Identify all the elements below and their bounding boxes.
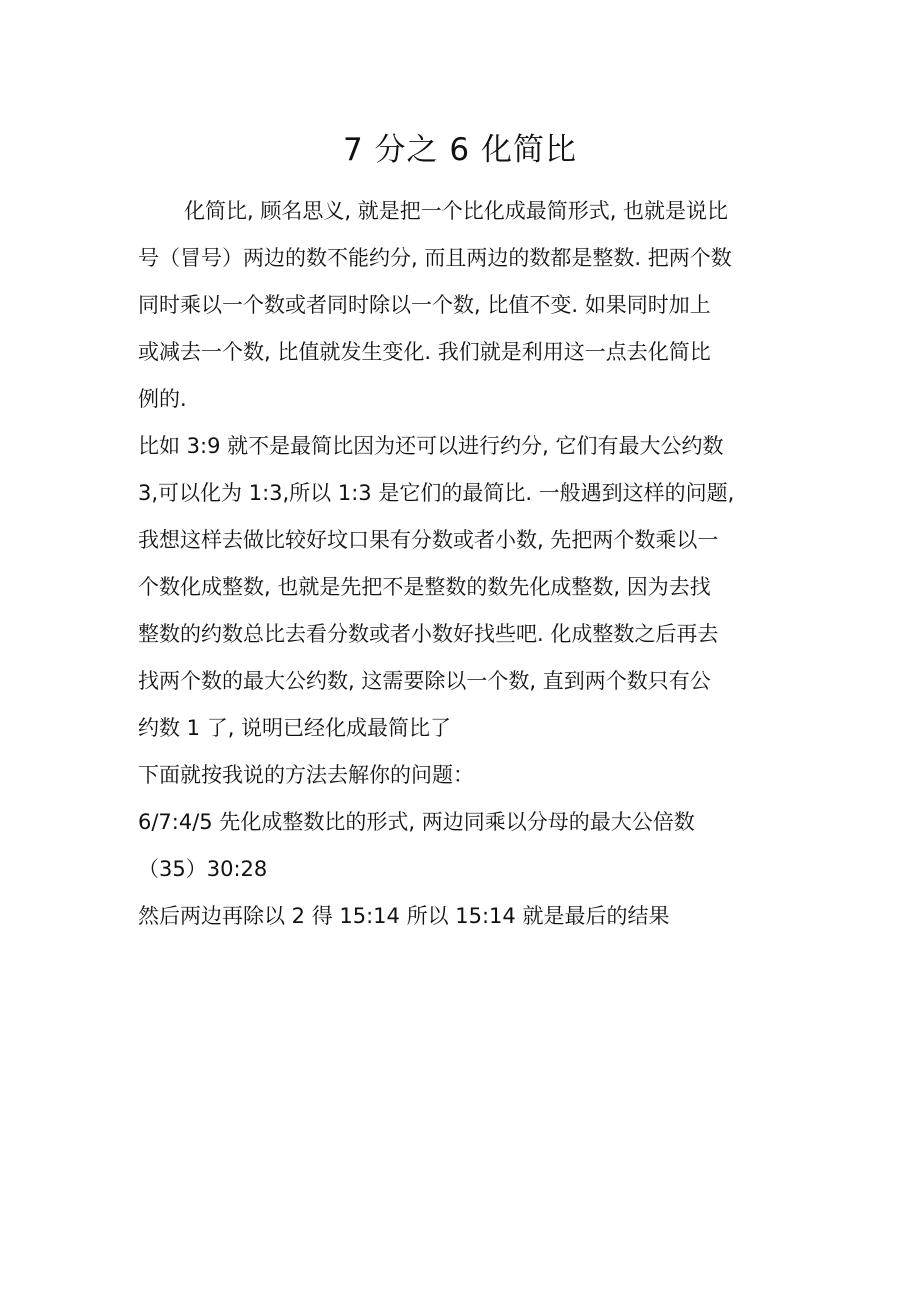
document-title: 7 分之 6 化简比 xyxy=(342,132,577,168)
text-line: 化简比, 顾名思义, 就是把一个比化成最简形式, 也就是说比 xyxy=(184,199,729,223)
text-line: 例的. xyxy=(138,387,187,411)
text-line: 我想这样去做比较好坟口果有分数或者小数, 先把两个数乘以一 xyxy=(138,528,719,552)
paragraph-example xyxy=(138,423,788,752)
text-line: 3,可以化为 1:3,所以 1:3 是它们的最简比. 一般遇到这样的问题, xyxy=(138,481,735,505)
text-line: （35）30:28 xyxy=(138,857,268,881)
paragraph-definition xyxy=(138,188,788,423)
paragraph-solution-result xyxy=(138,893,788,940)
text-line: 个数化成整数, 也就是先把不是整数的数先化成整数, 因为去找 xyxy=(138,575,711,599)
text-line: 然后两边再除以 2 得 15:14 所以 15:14 就是最后的结果 xyxy=(138,904,670,928)
paragraph-intro-solution xyxy=(138,752,788,799)
text-line: 找两个数的最大公约数, 这需要除以一个数, 直到两个数只有公 xyxy=(138,669,711,693)
text-line: 号（冒号）两边的数不能约分, 而且两边的数都是整数. 把两个数 xyxy=(138,246,732,270)
text-line: 整数的约数总比去看分数或者小数好找些吧. 化成整数之后再去 xyxy=(138,622,719,646)
text-line: 同时乘以一个数或者同时除以一个数, 比值不变. 如果同时加上 xyxy=(138,293,711,317)
document-body xyxy=(138,188,788,940)
paragraph-solution-step-1 xyxy=(138,799,788,893)
text-line: 或减去一个数, 比值就发生变化. 我们就是利用这一点去化简比 xyxy=(138,340,711,364)
text-line: 6/7:4/5 先化成整数比的形式, 两边同乘以分母的最大公倍数 xyxy=(138,810,695,834)
text-line: 约数 1 了, 说明已经化成最简比了 xyxy=(138,716,452,740)
text-line: 下面就按我说的方法去解你的问题： xyxy=(138,763,474,787)
text-line: 比如 3:9 就不是最简比因为还可以进行约分, 它们有最大公约数 xyxy=(138,434,724,458)
